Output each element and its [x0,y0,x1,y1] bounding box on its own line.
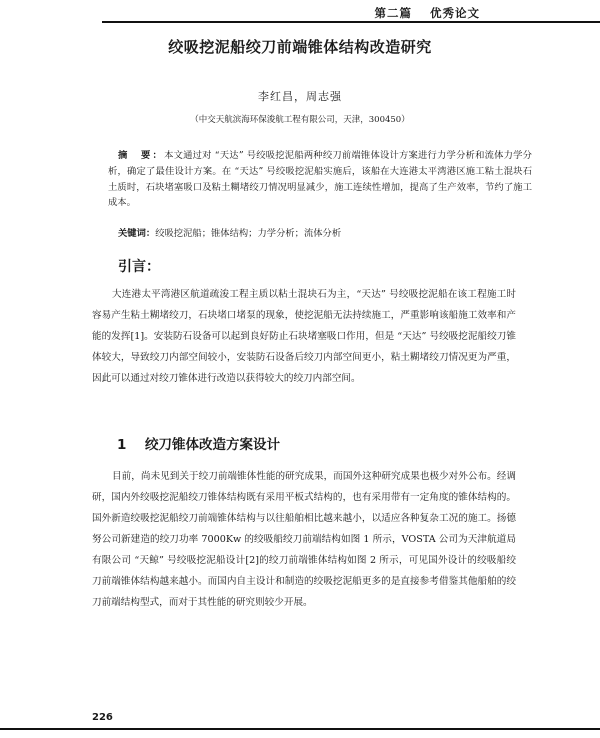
section-1-heading [117,433,280,453]
abstract-label: 摘 要： [118,150,165,161]
header-rule [102,21,600,23]
section-1-title: 绞刀锥体改造方案设计 [145,437,280,453]
intro-paragraph: 大连港太平湾港区航道疏浚工程主质以粘土混块石为主，“天达” 号绞吸挖泥船在该工程施工时容易产生粘土糊堵绞刀，石块堵口堵泵的现象，使挖泥船无法持续施工，严重影响该船施工效率和产能的发挥[1]。安装防石设备可以起到良好防止石块堵塞吸口作用，但是 “天达” 号绞吸挖泥船绞刀锥体较大，导致绞刀内部空间较小，安装防石设备后绞刀内部空间更小，粘土糊堵绞刀情况更为严重，因此可以通过对绞刀锥体进行改造以获得较大的绞刀内部空间。 [92,289,516,384]
paper-title: 绞吸挖泥船绞刀前端锥体结构改造研究 [168,38,432,56]
page-number: 226 [92,712,113,723]
abstract [108,148,532,211]
paper-affiliation: （中交天航滨海环保浚航工程有限公司，天津，300450） [190,115,410,125]
intro-heading: 引言： [118,259,160,275]
running-header [0,0,600,24]
header-part: 第二篇 [374,6,412,20]
running-header-text [375,5,481,21]
keywords-label: 关键词： [118,228,156,239]
abstract-text: 本文通过对 “天达” 号绞吸挖泥船两种绞刀前端锥体设计方案进行力学分析和流体力学分析，确定了最佳设计方案。在 “天达” 号绞吸挖泥船实施后，该船在大连港太平湾港区施工粘土混块石土质时，石块堵塞吸口及粘土糊堵绞刀情况明显减少，施工连续性增加，提高了生产效率，节约了施工成本。 [108,150,532,209]
keywords-text: 绞吸挖泥船；锥体结构；力学分析；流体分析 [155,228,342,239]
section-1-paragraph: 目前，尚未见到关于绞刀前端锥体性能的研究成果，而国外这种研究成果也极少对外公布。经调研，国内外绞吸挖泥船绞刀锥体结构既有采用平板式结构的，也有采用带有一定角度的锥体结构的。国外新造绞吸挖泥船绞刀前端锥体结构与以往船舶相比越来越小，以适应各种复杂工况的施工。扬德努公司新建造的绞刀功率 7000Kw 的绞吸船绞刀前端结构如图 1 所示，VOSTA 公司为天津航道局有限公司 “天鲸” 号绞吸挖泥船设计[2]的绞刀前端锥体结构如图 2 所示，可见国外设计的绞吸船绞刀前端锥体结构越来越小。而国内自主设计和制造的绞吸挖泥船更多的是直接参考借鉴其他船舶的绞刀前端结构型式，而对于其性能的研究则较少开展。 [92,471,516,608]
section-1-number: 1 [117,437,127,453]
footer-rule [0,728,600,730]
keywords [118,226,538,242]
paper-authors: 李红昌，周志强 [258,90,342,103]
header-section: 优秀论文 [430,6,480,20]
